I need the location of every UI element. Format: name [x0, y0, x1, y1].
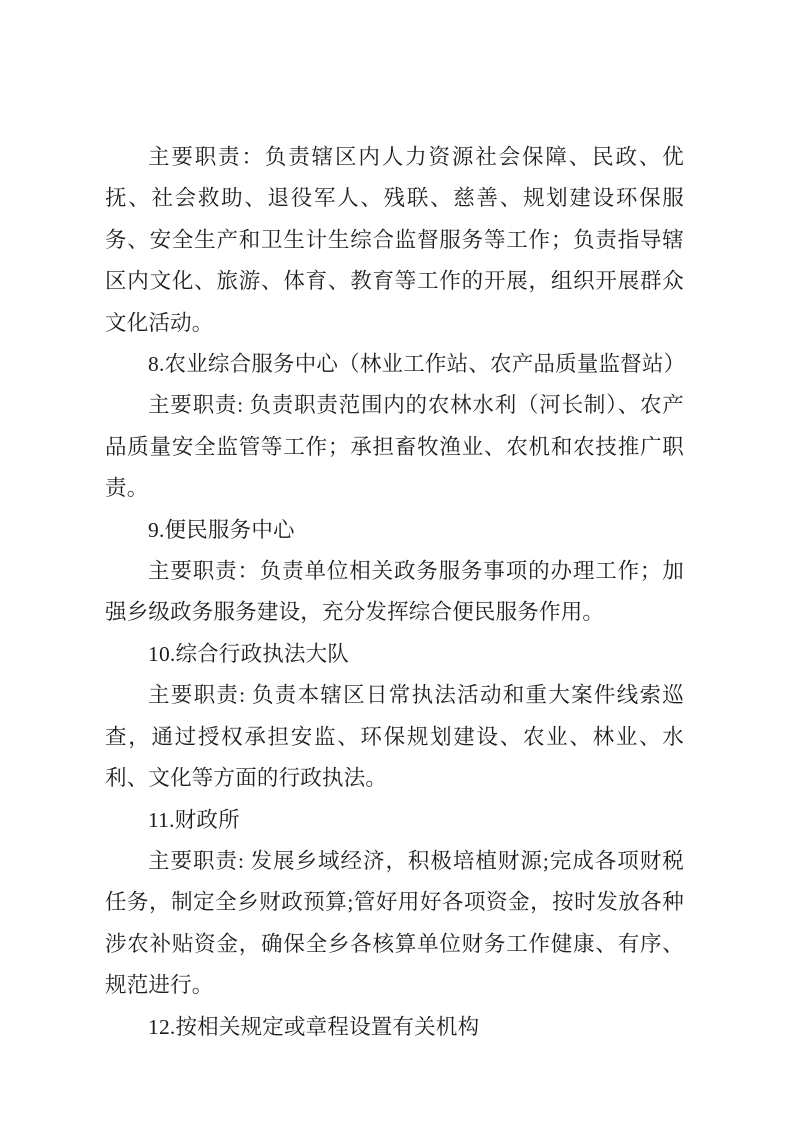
- section-heading: 11.财政所: [148, 807, 240, 832]
- section-heading: 8.农业综合服务中心（林业工作站、农产品质量监督站）: [148, 352, 686, 377]
- document-body: [105, 137, 684, 1048]
- section-heading: 10.综合行政执法大队: [148, 641, 350, 666]
- paragraph: 主要职责: 发展乡域经济，积极培植财源;完成各项财税任务，制定全乡财政预算;管好用好各项资金，按时发放各种涉农补贴资金，确保全乡各核算单位财务工作健康、有序、规范进行。: [105, 848, 684, 998]
- section-heading: 9.便民服务中心: [148, 517, 295, 542]
- paragraph: 主要职责：负责辖区内人力资源社会保障、民政、优抚、社会救助、退役军人、残联、慈善、规划建设环保服务、安全生产和卫生计生综合监督服务等工作；负责指导辖区内文化、旅游、体育、教育等工作的开展，组织开展群众文化活动。: [105, 145, 684, 335]
- paragraph: 主要职责：负责单位相关政务服务事项的办理工作；加强乡级政务服务建设，充分发挥综合便民服务作用。: [105, 559, 684, 625]
- paragraph: 主要职责: 负责职责范围内的农林水利（河长制）、农产品质量安全监管等工作；承担畜牧渔业、农机和农技推广职责。: [105, 393, 684, 501]
- paragraph: 主要职责: 负责本辖区日常执法活动和重大案件线索巡查，通过授权承担安监、环保规划建设、农业、林业、水利、文化等方面的行政执法。: [105, 683, 684, 791]
- section-heading: 12.按相关规定或章程设置有关机构: [148, 1014, 480, 1039]
